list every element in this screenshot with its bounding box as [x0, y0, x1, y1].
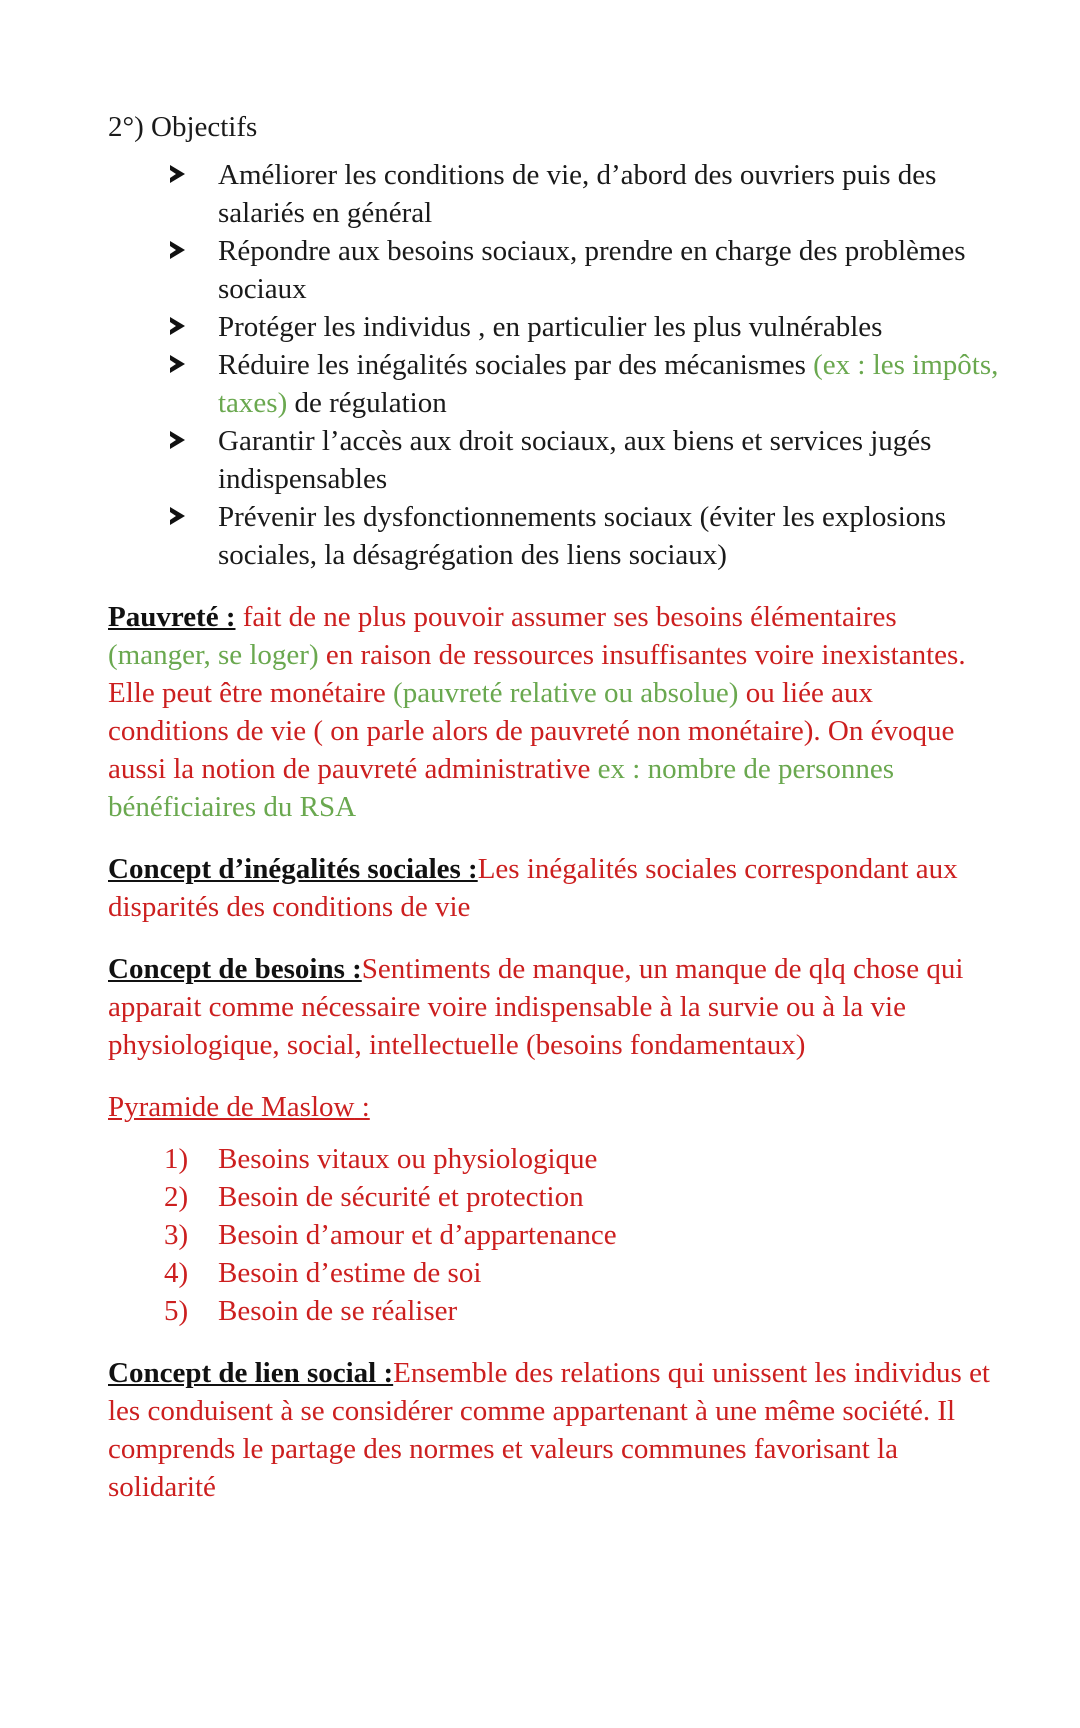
arrow-bullet-icon	[170, 507, 185, 525]
list-item: Réduire les inégalités sociales par des mécanismes (ex : les impôts, taxes) de régulation	[164, 346, 1000, 422]
definition-pauvrete: Pauvreté : fait de ne plus pouvoir assumer ses besoins élémentaires (manger, se loger) en raison de ressources insuffisantes voire inexistantes. Elle peut être monétaire (pauvreté relative ou absolue) ou liée aux conditions de vie ( on parle alors de pauvreté non monétaire). On évoque aussi la notion de pauvreté administrative ex : nombre de personnes bénéficiaires du RSA	[108, 601, 966, 823]
list-item: Prévenir les dysfonctionnements sociaux (éviter les explosions sociales, la désagrégation des liens sociaux)	[164, 498, 1000, 574]
objectives-list	[108, 156, 1000, 574]
list-item: Améliorer les conditions de vie, d’abord des ouvriers puis des salariés en général	[164, 156, 1000, 232]
arrow-bullet-icon	[170, 165, 185, 183]
list-item: 3) Besoin d’amour et d’appartenance	[164, 1219, 617, 1251]
term-label: Concept de besoins :	[108, 953, 362, 985]
term-label: Pauvreté :	[108, 601, 236, 633]
section-heading: 2°) Objectifs	[108, 111, 258, 143]
list-item: 1) Besoins vitaux ou physiologique	[164, 1143, 598, 1175]
list-item: 4) Besoin d’estime de soi	[164, 1257, 482, 1289]
arrow-bullet-icon	[170, 317, 185, 335]
maslow-list	[108, 1140, 1000, 1330]
definition-inegalites: Concept d’inégalités sociales :Les inégalités sociales correspondant aux disparités des conditions de vie	[108, 853, 958, 923]
arrow-bullet-icon	[170, 241, 185, 259]
definition-lien-social: Concept de lien social :Ensemble des relations qui unissent les individus et les conduisent à se considérer comme appartenant à une même société. Il comprends le partage des normes et valeurs communes favorisant la solidarité	[108, 1357, 990, 1503]
term-label: Concept de lien social :	[108, 1357, 394, 1389]
arrow-bullet-icon	[170, 355, 185, 373]
list-item: 2) Besoin de sécurité et protection	[164, 1181, 584, 1213]
definition-besoins: Concept de besoins :Sentiments de manque, un manque de qlq chose qui apparait comme nécessaire voire indispensable à la survie ou à la vie physiologique, social, intellectuelle (besoins fondamentaux)	[108, 953, 964, 1061]
term-label: Concept d’inégalités sociales :	[108, 853, 478, 885]
arrow-bullet-icon	[170, 431, 185, 449]
list-item: Répondre aux besoins sociaux, prendre en charge des problèmes sociaux	[164, 232, 1000, 308]
list-item: Garantir l’accès aux droit sociaux, aux biens et services jugés indispensables	[164, 422, 1000, 498]
maslow-title: Pyramide de Maslow :	[108, 1091, 370, 1123]
list-item: 5) Besoin de se réaliser	[164, 1295, 458, 1327]
list-item: Protéger les individus , en particulier les plus vulnérables	[164, 308, 1000, 346]
